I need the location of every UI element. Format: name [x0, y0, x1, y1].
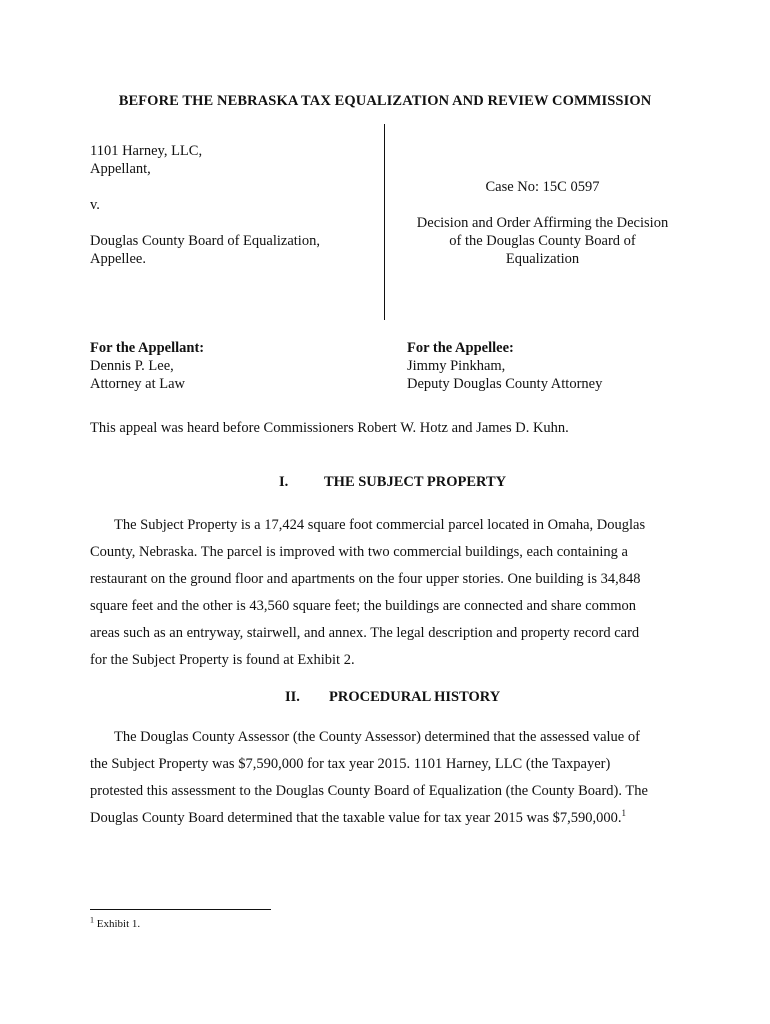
paragraph-line: The Douglas County Assessor (the County Assessor) determined that the assessed value of: [114, 729, 640, 745]
subject-property-paragraph: [90, 516, 680, 678]
paragraph-line: restaurant on the ground floor and apartments on the four upper stories. One building is 34,848: [90, 571, 641, 587]
paragraph-line: County, Nebraska. The parcel is improved with two commercial buildings, each containing a: [90, 544, 628, 560]
decision-line: Decision and Order Affirming the Decision: [416, 215, 669, 231]
appellant-counsel-heading: For the Appellant:: [90, 340, 205, 356]
caption-divider: [384, 124, 385, 320]
appellant-name: 1101 Harney, LLC,: [90, 143, 203, 159]
paragraph-line: for the Subject Property is found at Exhibit 2.: [90, 652, 355, 668]
appellant-role: Appellant,: [90, 161, 151, 177]
document-title: BEFORE THE NEBRASKA TAX EQUALIZATION AND REVIEW COMMISSION: [118, 93, 652, 109]
appellee-counsel-title: Deputy Douglas County Attorney: [407, 376, 603, 392]
case-number: Case No: 15C 0597: [485, 179, 600, 195]
decision-line: of the Douglas County Board of: [449, 233, 636, 249]
footnote-divider: [90, 909, 271, 910]
appellee-role: Appellee.: [90, 251, 146, 267]
section-number: II.: [285, 689, 300, 705]
appellee-counsel-name: Jimmy Pinkham,: [407, 358, 506, 374]
decision-title: [405, 214, 680, 268]
appellee-name: Douglas County Board of Equalization,: [90, 233, 320, 249]
section-number: I.: [279, 474, 289, 490]
appellant-counsel-title: Attorney at Law: [90, 376, 186, 392]
appellee-counsel: [407, 339, 602, 393]
footnote-number: 1: [90, 915, 94, 925]
paragraph-line: the Subject Property was $7,590,000 for tax year 2015. 1101 Harney, LLC (the Taxpayer): [90, 756, 611, 772]
procedural-history-paragraph: [90, 728, 680, 836]
footnote-reference[interactable]: 1: [621, 808, 627, 819]
heard-statement: This appeal was heard before Commissioners Robert W. Hotz and James D. Kuhn.: [90, 420, 569, 436]
decision-line: Equalization: [505, 251, 580, 267]
caption-parties: [90, 142, 320, 268]
section-title: THE SUBJECT PROPERTY: [324, 474, 507, 490]
versus-label: v.: [90, 197, 100, 213]
footnote: [90, 915, 141, 930]
paragraph-line: square feet and the other is 43,560 square feet; the buildings are connected and share common: [90, 598, 636, 614]
appellant-counsel: [90, 339, 204, 393]
footnote-text: Exhibit 1.: [96, 918, 141, 930]
paragraph-line: protested this assessment to the Douglas County Board of Equalization (the County Board). The: [90, 783, 648, 799]
paragraph-line: [90, 809, 680, 836]
appellant-counsel-name: Dennis P. Lee,: [90, 358, 174, 374]
paragraph-line-text: Douglas County Board determined that the taxable value for tax year 2015 was $7,590,000.: [90, 810, 622, 826]
appellee-counsel-heading: For the Appellee:: [407, 340, 514, 356]
section-title: PROCEDURAL HISTORY: [329, 689, 501, 705]
paragraph-line: The Subject Property is a 17,424 square foot commercial parcel located in Omaha, Douglas: [114, 517, 646, 533]
paragraph-line: areas such as an entryway, stairwell, and annex. The legal description and property record card: [90, 625, 640, 641]
